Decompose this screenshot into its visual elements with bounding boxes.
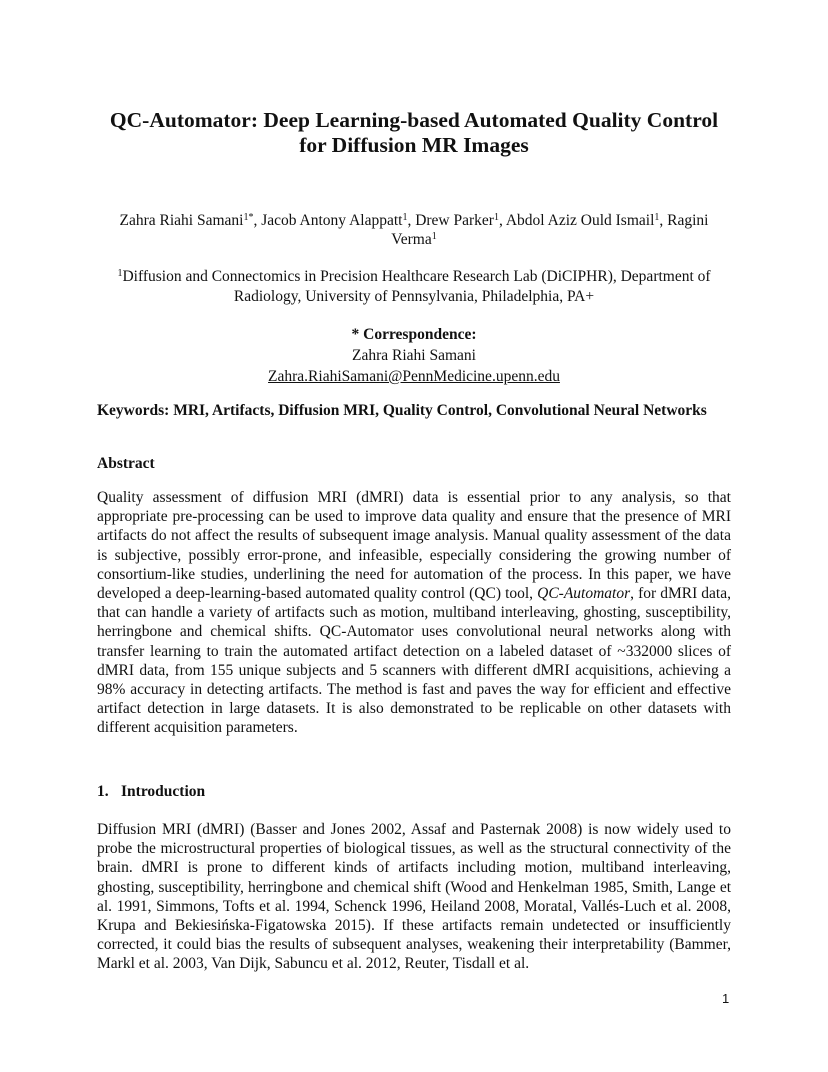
author-list	[97, 211, 731, 249]
correspondence-label: * Correspondence:	[351, 326, 477, 343]
introduction-text: Diffusion MRI (dMRI) (Basser and Jones 2002, Assaf and Pasternak 2008) is now widely used to probe the microstructural properties of biological tissues, as well as the structural connectivity of the brain. dMRI is prone to different kinds of artifacts including motion, multiband interleaving, ghosting, susceptibility, herringbone and chemical shift (Wood and Henkelman 1985, Smith, Lange et al. 1991, Simmons, Tofts et al. 1994, Schenck 1996, Heiland 2008, Moratal, Vallés-Luch et al. 2008, Krupa and Bekiesińska-Figatowska 2015). If these artifacts remain undetected or insufficiently corrected, it could bias the results of subsequent analyses, weakening their interpretability (Bammer, Markl et al. 2003, Van Dijk, Sabuncu et al. 2012, Reuter, Tisdall et al.	[97, 821, 731, 973]
author: Ragini Verma$^1$	[391, 212, 709, 248]
abstract-text: Quality assessment of diffusion MRI (dMRI) data is essential prior to any analysis, so that appropriate pre-processing can be used to improve data quality and ensure that the presence of MRI artifacts do not affect the results of subsequent image analysis. Manual quality assessment of the data is subjective, possibly error-prone, and infeasible, especially considering the growing number of consortium-like studies, underlining the need for automation of the process. In this paper, we have developed a deep-learning-based automated quality control (QC) tool, QC-Automator, for dMRI data, that can handle a variety of artifacts such as motion, multiband interleaving, ghosting, susceptibility, herringbone and chemical shifts. QC-Automator uses convolutional neural networks along with transfer learning to train the automated artifact detection on a labeled dataset of ~332000 slices of dMRI data, from 155 unique subjects and 5 scanners with different dMRI acquisitions, achieving a 98% accuracy in detecting artifacts. The method is fast and paves the way for efficient and effective artifact detection in large datasets. It is also demonstrated to be replicable on other datasets with different acquisition parameters.	[97, 489, 731, 737]
introduction-heading	[97, 783, 205, 801]
author: Zahra Riahi Samani$^{1*}$,	[119, 212, 262, 229]
section-number: 1.	[97, 783, 109, 800]
affiliation-text: Diffusion and Connectomics in Precision Healthcare Research Lab (DiCIPHR), Department of Radiology, University of Pennsylvania, Philadelphia, PA+	[122, 268, 711, 305]
correspondence-block	[97, 324, 731, 387]
title-line-1: QC-Automator: Deep Learning-based Automated Quality Control	[109, 108, 719, 132]
paper-title	[80, 108, 748, 158]
affiliation-marker: 1	[117, 268, 123, 279]
abstract-heading: Abstract	[97, 455, 155, 472]
correspondence-email-link[interactable]: Zahra.RiahiSamani@PennMedicine.upenn.edu	[268, 368, 560, 385]
author: Jacob Antony Alappatt$^1$,	[261, 212, 416, 229]
author: Drew Parker$^1$,	[415, 212, 506, 229]
title-line-2: for Diffusion MR Images	[299, 133, 529, 157]
affiliation	[97, 267, 731, 307]
section-title: Introduction	[121, 783, 206, 800]
keywords: Keywords: MRI, Artifacts, Diffusion MRI, Quality Control, Convolutional Neural Networks	[97, 402, 707, 419]
page-number: 1	[722, 991, 730, 1006]
tool-name-italic: QC-Automator	[537, 585, 631, 603]
correspondence-name: Zahra Riahi Samani	[352, 347, 476, 364]
author: Abdol Aziz Ould Ismail$^1$,	[505, 212, 668, 229]
